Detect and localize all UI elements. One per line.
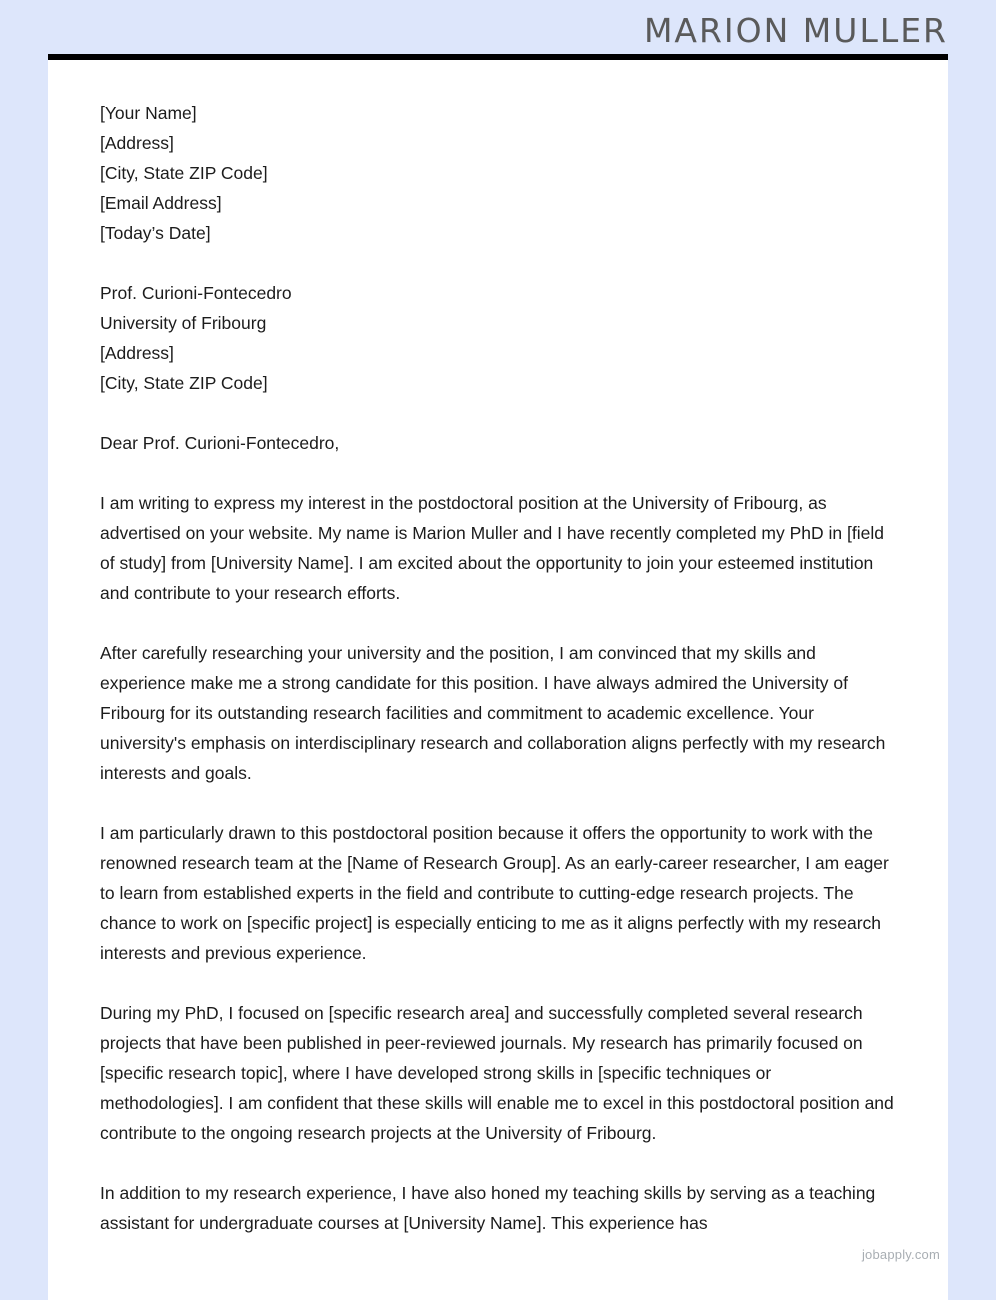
sender-line: [Email Address] [100, 193, 222, 213]
letter-paragraph: In addition to my research experience, I have also honed my teaching skills by serving as a teaching assistant for undergraduate courses at [University Name]. This experience has [100, 1183, 876, 1233]
page-title: MARION MULLER [643, 10, 948, 50]
letter-paragraph: I am writing to express my interest in the postdoctoral position at the University of Fribourg, as advertised on your website. My name is Marion Muller and I have recently completed my PhD in [field of study] from [University Name]. I am excited about the opportunity to join your esteemed institution and contribute to your research efforts. [100, 493, 884, 603]
letter-paragraph: During my PhD, I focused on [specific research area] and successfully completed several research projects that have been published in peer-reviewed journals. My research has primarily focused on [specific research topic], where I have developed strong skills in [specific techniques or methodologies]. I am confident that these skills will enable me to excel in this postdoctoral position and contribute to the ongoing research projects at the University of Fribourg. [100, 1003, 894, 1143]
recipient-line: University of Fribourg [100, 313, 267, 333]
recipient-line: [Address] [100, 343, 174, 363]
sender-address-block [100, 98, 896, 248]
sender-line: [Address] [100, 133, 174, 153]
letter-paragraph: I am particularly drawn to this postdoctoral position because it offers the opportunity to work with the renowned research team at the [Name of Research Group]. As an early-career researcher, I am eager to learn from established experts in the field and contribute to cutting-edge research projects. The chance to work on [specific project] is especially enticing to me as it aligns perfectly with my research interests and previous experience. [100, 823, 889, 963]
recipient-line: Prof. Curioni-Fontecedro [100, 283, 292, 303]
letter-body [48, 60, 948, 1238]
recipient-address-block [100, 278, 896, 398]
letter-paragraph: After carefully researching your university and the position, I am convinced that my skills and experience make me a strong candidate for this position. I have always admired the University of Fribourg for its outstanding research facilities and commitment to academic excellence. Your university's emphasis on interdisciplinary research and collaboration aligns perfectly with my research interests and goals. [100, 643, 886, 783]
letterhead-header [0, 0, 996, 60]
sender-line: [Today’s Date] [100, 223, 211, 243]
watermark: jobapply.com [861, 1247, 940, 1262]
recipient-line: [City, State ZIP Code] [100, 373, 268, 393]
sender-line: [Your Name] [100, 103, 197, 123]
sender-line: [City, State ZIP Code] [100, 163, 268, 183]
salutation: Dear Prof. Curioni-Fontecedro, [100, 433, 340, 453]
letter-sheet [48, 60, 948, 1300]
